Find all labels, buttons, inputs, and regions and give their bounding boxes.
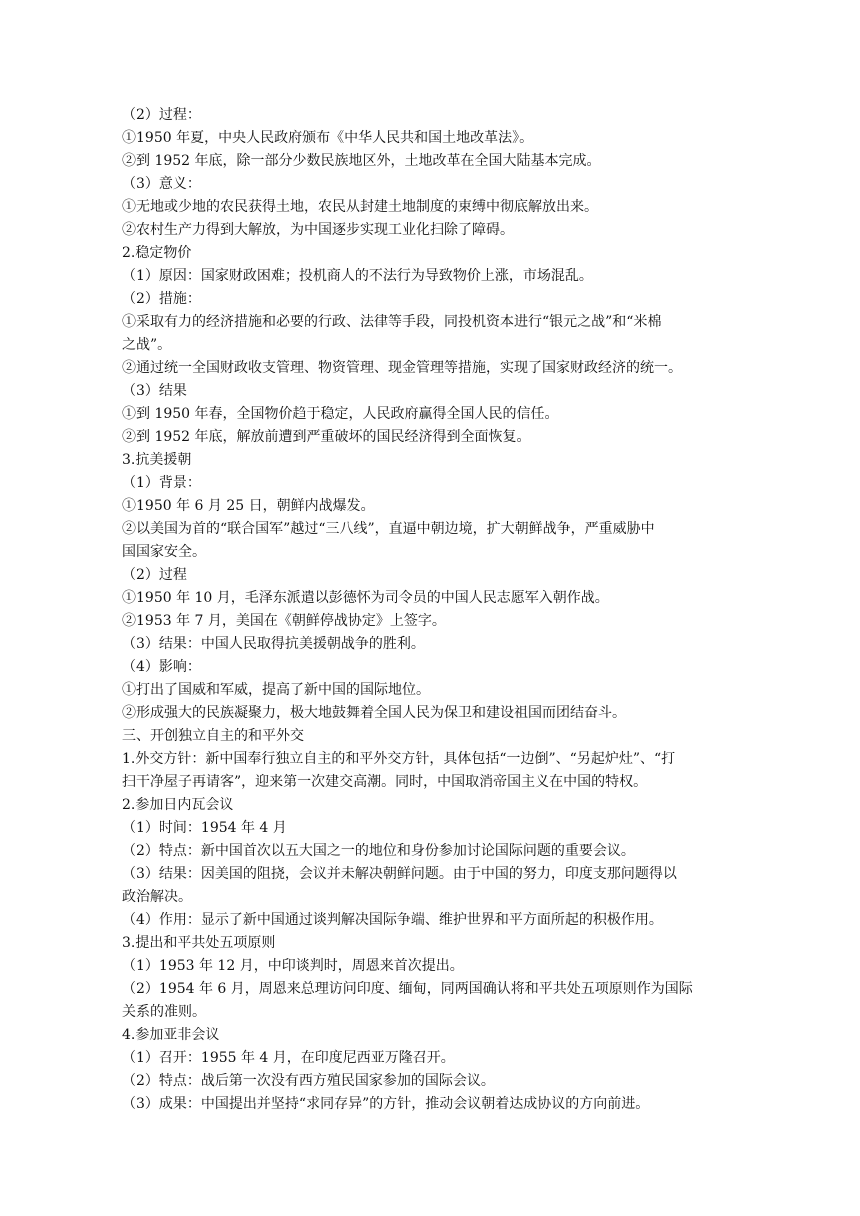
text-line: 之战”。 [122,337,172,353]
text-line: （2）过程 [122,567,187,583]
section-heading: 3.提出和平共处五项原则 [122,935,276,951]
text-line: ②通过统一全国财政收支管理、物资管理、现金管理等措施，实现了国家财政经济的统一。 [122,360,682,376]
text-line: （3）结果 [122,383,187,399]
text-line: （2）特点：新中国首次以五大国之一的地位和身份参加讨论国际问题的重要会议。 [122,843,635,859]
text-line: 关系的准则。 [122,1004,206,1020]
text-line: （3）成果：中国提出并坚持“求同存异”的方针，推动会议朝着达成协议的方向前进。 [122,1096,650,1112]
text-line: ①1950 年 10 月，毛泽东派遣以彭德怀为司令员的中国人民志愿军入朝作战。 [122,590,609,606]
text-line: ②到 1952 年底，除一部分少数民族地区外，土地改革在全国大陆基本完成。 [122,153,601,169]
text-line: ②以美国为首的“联合国军”越过“三八线”，直逼中朝边境，扩大朝鲜战争，严重威胁中 [122,521,655,537]
text-line: （1）原因：国家财政困难；投机商人的不法行为导致物价上涨，市场混乱。 [122,268,593,284]
text-line: （2）过程： [122,107,201,123]
text-line: ②1953 年 7 月，美国在《朝鲜停战协定》上签字。 [122,613,446,629]
document-body [122,104,734,1116]
section-heading: 2.稳定物价 [122,245,192,261]
text-line: （3）意义： [122,176,201,192]
text-line: （4）作用：显示了新中国通过谈判解决国际争端、维护世界和平方面所起的积极作用。 [122,912,663,928]
text-line: ②形成强大的民族凝聚力，极大地鼓舞着全国人民为保卫和建设祖国而团结奋斗。 [122,705,626,721]
text-line: 1.外交方针：新中国奉行独立自主的和平外交方针，具体包括“一边倒”、“另起炉灶”、“打 [122,751,676,767]
text-line: ①打出了国威和军威，提高了新中国的国际地位。 [122,682,430,698]
text-line: （1）召开：1955 年 4 月，在印度尼西亚万隆召开。 [122,1050,455,1066]
section-heading: 3.抗美援朝 [122,452,192,468]
text-line: ①到 1950 年春，全国物价趋于稳定，人民政府赢得全国人民的信任。 [122,406,559,422]
text-line: ②到 1952 年底，解放前遭到严重破坏的国民经济得到全面恢复。 [122,429,531,445]
text-line: ①1950 年 6 月 25 日，朝鲜内战爆发。 [122,498,375,514]
text-line: （1）时间：1954 年 4 月 [122,820,287,836]
section-heading: 4.参加亚非会议 [122,1027,220,1043]
text-line: （2）特点：战后第一次没有西方殖民国家参加的国际会议。 [122,1073,495,1089]
text-line: ②农村生产力得到大解放，为中国逐步实现工业化扫除了障碍。 [122,222,514,238]
text-line: 政治解决。 [122,889,192,905]
text-line: （4）影响： [122,659,201,675]
text-line: （3）结果：因美国的阻挠，会议并未解决朝鲜问题。由于中国的努力，印度支那问题得以 [122,866,677,882]
text-line: （1）1953 年 12 月，中印谈判时，周恩来首次提出。 [122,958,464,974]
text-line: （1）背景： [122,475,201,491]
text-line: ①采取有力的经济措施和必要的行政、法律等手段，同投机资本进行“银元之战”和“米棉 [122,314,662,330]
text-line: 国国家安全。 [122,544,206,560]
text-line: （2）措施： [122,291,201,307]
text-line: 扫干净屋子再请客”，迎来第一次建交高潮。同时，中国取消帝国主义在中国的特权。 [122,774,648,790]
chapter-heading: 三、开创独立自主的和平外交 [122,728,304,744]
text-line: （2）1954 年 6 月，周恩来总理访问印度、缅甸，同两国确认将和平共处五项原则作为国际 [122,981,693,997]
text-line: ①1950 年夏，中央人民政府颁布《中华人民共和国土地改革法》。 [122,130,534,146]
text-line: ①无地或少地的农民获得土地，农民从封建土地制度的束缚中彻底解放出来。 [122,199,598,215]
text-line: （3）结果：中国人民取得抗美援朝战争的胜利。 [122,636,425,652]
section-heading: 2.参加日内瓦会议 [122,797,234,813]
